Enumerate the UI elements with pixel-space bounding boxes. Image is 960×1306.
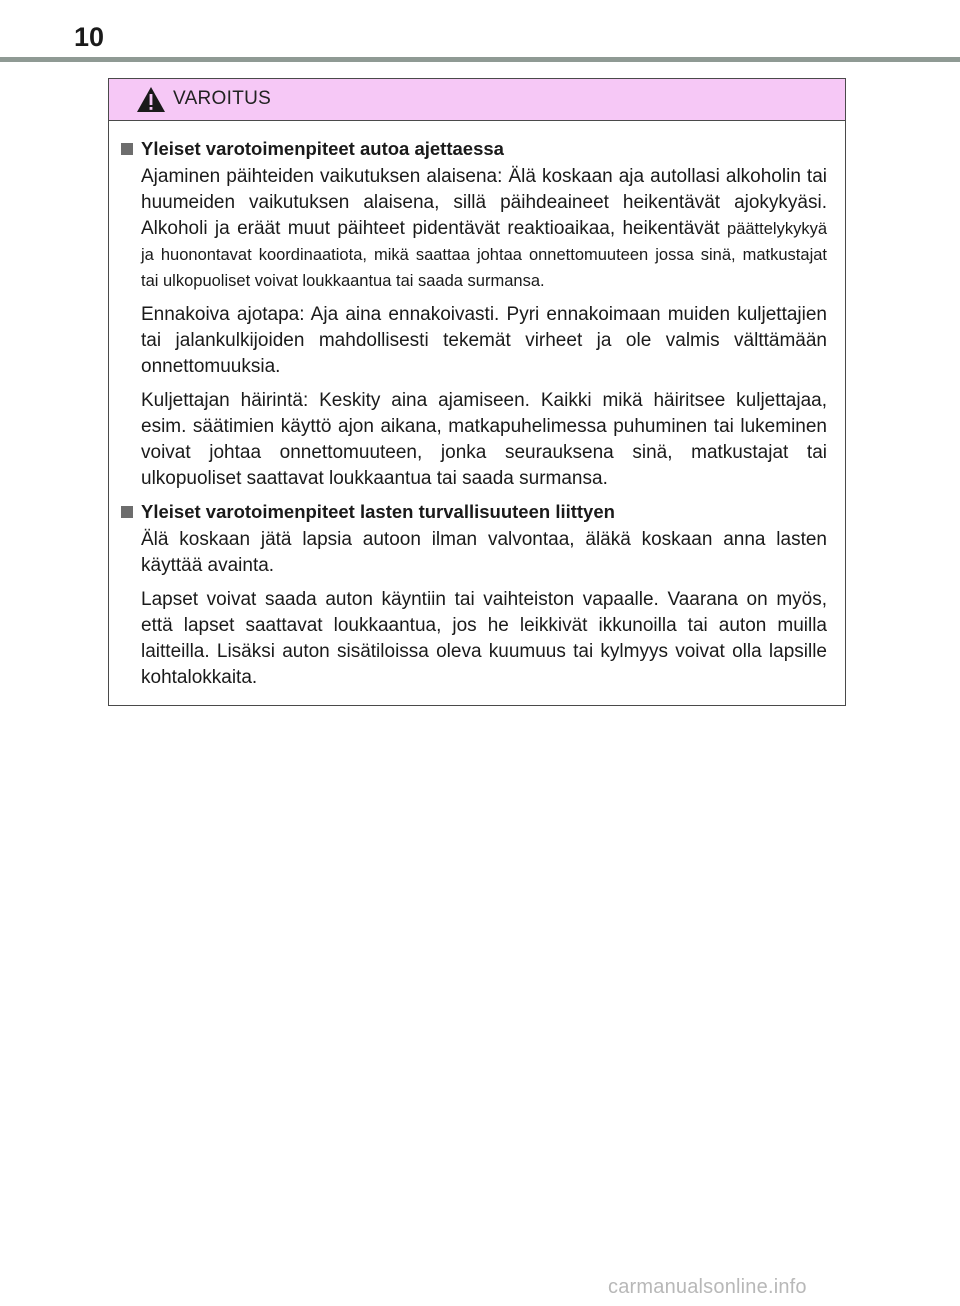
warning-body bbox=[109, 121, 845, 691]
header-rule bbox=[0, 57, 960, 62]
warning-header bbox=[109, 79, 845, 121]
page-number: 10 bbox=[74, 22, 105, 52]
section-heading-children bbox=[117, 500, 827, 524]
square-bullet-icon bbox=[121, 143, 133, 155]
paragraph-children-hazards: Lapset voivat saada auton käyntiin tai vaihteiston vapaalle. Vaarana on myös, että lapset saattavat loukkaantua, jos he leikkivät ikkunoilla tai auton muilla laitteilla. Lisäksi auton sisätiloissa oleva kuumuus tai kylmyys voivat olla lapsille kohtalokkaita. bbox=[141, 589, 827, 688]
warning-triangle-icon bbox=[136, 86, 166, 113]
paragraph-text-small: päättelykykyä ja huonontavat koordinaatiota, mikä saattaa johtaa onnettomuuteen jossa sinä, matkustajat tai ulkopuoliset voivat loukkaantua tai saada surmansa. bbox=[141, 220, 827, 290]
paragraph-intoxication bbox=[141, 164, 827, 294]
square-bullet-icon bbox=[121, 506, 133, 518]
section-heading-driving bbox=[117, 137, 827, 161]
paragraph-text: Ajaminen päihteiden vaikutuksen alaisena: Älä koskaan aja autollasi alkoholin tai huumeiden vaikutuksen alaisena, sillä päihdeaineet heikentävät ajokykyäsi. Alkoholi ja eräät muut päihteet pidentävät reaktioaikaa, heikentävät bbox=[141, 166, 827, 239]
paragraph-anticipatory-driving: Ennakoiva ajotapa: Aja aina ennakoivasti. Pyri ennakoimaan muiden kuljettajien tai jalankulkijoiden mahdollisesti tekemät virheet ja ole valmis välttämään onnettomuuksia. bbox=[141, 304, 827, 377]
section-heading-text: Yleiset varotoimenpiteet autoa ajettaessa bbox=[141, 138, 504, 159]
paragraph-children-unattended: Älä koskaan jätä lapsia autoon ilman valvontaa, äläkä koskaan anna lasten käyttää avainta. bbox=[141, 529, 827, 576]
paragraph-driver-distraction: Kuljettajan häirintä: Keskity aina ajamiseen. Kaikki mikä häiritsee kuljettajaa, esim. säätimien käyttö ajon aikana, matkapuhelimessa puhuminen tai lukeminen voivat johtaa onnettomuuteen, jonka seurauksena sinä, matkustajat tai ulkopuoliset saattavat loukkaantua tai saada surmansa. bbox=[141, 390, 827, 489]
watermark: carmanualsonline.info bbox=[608, 1276, 807, 1298]
section-heading-text: Yleiset varotoimenpiteet lasten turvallisuuteen liittyen bbox=[141, 501, 615, 522]
warning-title: VAROITUS bbox=[173, 88, 272, 109]
warning-box bbox=[108, 78, 846, 706]
